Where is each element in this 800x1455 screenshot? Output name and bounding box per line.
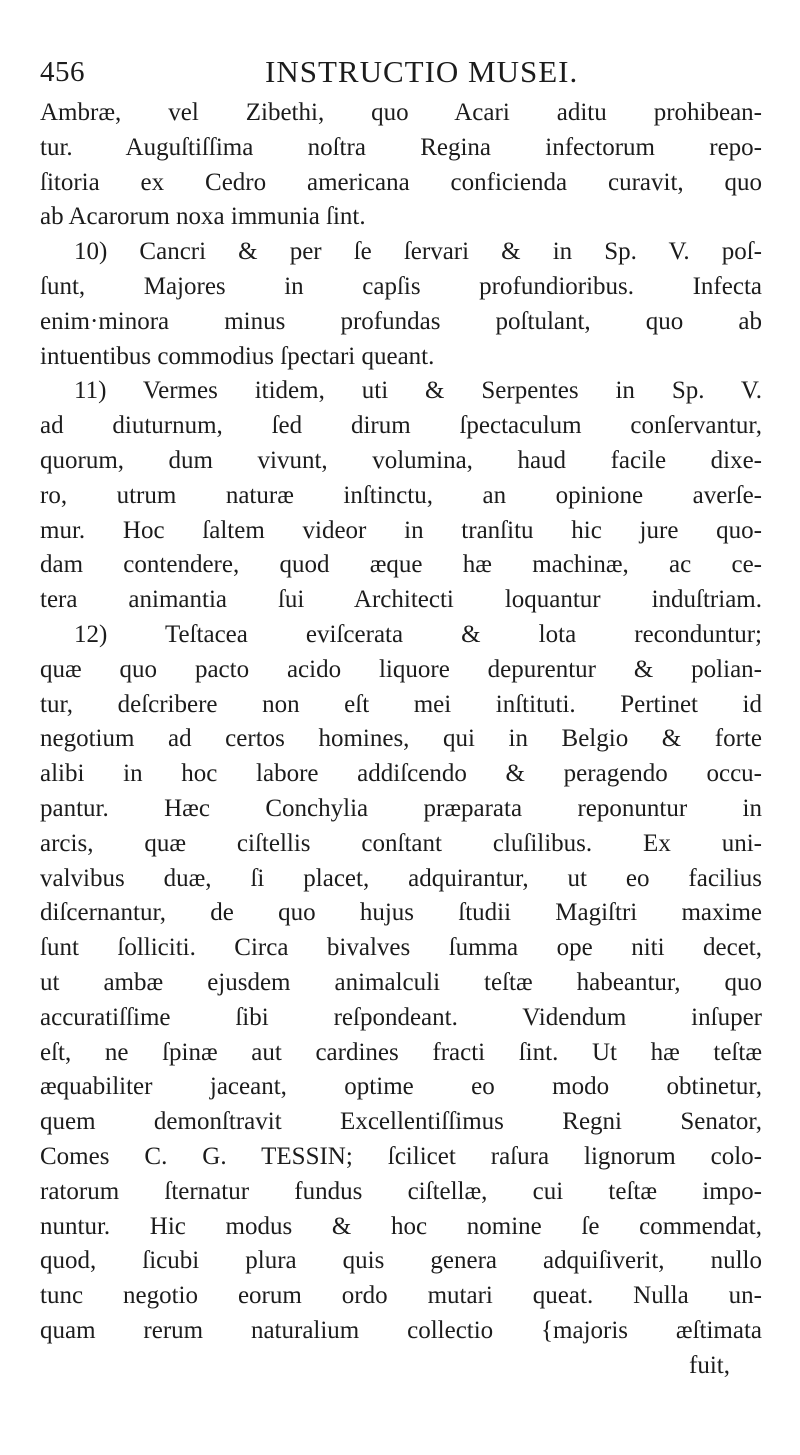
text-line: ab Acarorum noxa immunia ſint.: [40, 203, 366, 231]
text-line: quam rerum naturalium collectio {majoris æſtimata: [40, 1316, 762, 1344]
text-line: nuntur. Hic modus & hoc nomine ſe commendat,: [40, 1212, 762, 1240]
text-line: valvibus duæ, ſi placet, adquirantur, ut eo facilius: [40, 864, 762, 892]
text-line: tunc negotio eorum ordo mutari queat. Nulla un-: [40, 1282, 762, 1310]
text-line: enim·minora minus profundas poſtulant, quo ab: [40, 307, 762, 335]
text-line: alibi in hoc labore addiſcendo & peragendo occu-: [40, 760, 762, 788]
paragraph-start-line: 11) Vermes itidem, uti & Serpentes in Sp. V.: [74, 377, 762, 405]
text-line: tur, deſcribere non eſt mei inſtituti. Pertinet id: [40, 690, 762, 718]
text-line: ad diuturnum, ſed dirum ſpectaculum conſervantur,: [40, 412, 762, 440]
text-line: ro, utrum naturæ inſtinctu, an opinione averſe-: [40, 481, 762, 509]
text-line: tur. Auguſtiſſima noſtra Regina infectorum repo-: [40, 133, 762, 161]
text-line: ſunt, Majores in capſis profundioribus. Infecta: [40, 272, 762, 300]
page-number: 456: [40, 56, 85, 88]
text-line: accuratiſſime ſibi reſpondeant. Videndum inſuper: [40, 1003, 762, 1031]
text-line: quod, ſicubi plura quis genera adquiſiverit, nullo: [40, 1247, 762, 1275]
text-line: mur. Hoc ſaltem videor in tranſitu hic jure quo-: [40, 516, 762, 544]
text-line: æquabiliter jaceant, optime eo modo obtinetur,: [40, 1073, 762, 1101]
paragraph-start-line: 10) Cancri & per ſe ſervari & in Sp. V. poſ-: [74, 238, 762, 266]
running-title: INSTRUCTIO MUSEI.: [265, 54, 579, 89]
text-line: quorum, dum vivunt, volumina, haud facile dixe-: [40, 446, 762, 474]
text-line: ſitoria ex Cedro americana conficienda curavit, quo: [40, 168, 762, 196]
text-line: intuentibus commodius ſpectari queant.: [40, 342, 435, 370]
text-line: Ambræ, vel Zibethi, quo Acari aditu prohibean-: [40, 99, 762, 126]
text-line: quæ quo pacto acido liquore depurentur & polian-: [40, 655, 762, 683]
text-line: eſt, ne ſpinæ aut cardines fracti ſint. Ut hæ teſtæ: [40, 1038, 762, 1066]
text-line: negotium ad certos homines, qui in Belgio & forte: [40, 725, 762, 753]
text-line: arcis, quæ ciſtellis conſtant cluſilibus. Ex uni-: [40, 829, 762, 857]
text-line: pantur. Hæc Conchylia præparata reponuntur in: [40, 794, 762, 822]
text-line: tera animantia ſui Architecti loquantur induſtriam.: [40, 586, 762, 614]
text-line: diſcernantur, de quo hujus ſtudii Magiſtri maxime: [40, 899, 762, 927]
body-text: [40, 96, 762, 1383]
catchword: fuit,: [689, 1351, 730, 1379]
text-line: ut ambæ ejusdem animalculi teſtæ habeantur, quo: [40, 968, 762, 996]
text-line: Comes C. G. TESSIN; ſcilicet raſura lignorum colo-: [40, 1142, 762, 1170]
text-line: ſunt ſolliciti. Circa bivalves ſumma ope niti decet,: [40, 934, 762, 962]
paragraph-start-line: 12) Teſtacea eviſcerata & lota reconduntur;: [74, 620, 762, 648]
page-header: [0, 54, 800, 94]
text-line: quem demonſtravit Excellentiſſimus Regni Senator,: [40, 1108, 762, 1136]
text-line: ratorum ſternatur fundus ciſtellæ, cui teſtæ impo-: [40, 1177, 762, 1205]
text-line: dam contendere, quod æque hæ machinæ, ac ce-: [40, 551, 762, 579]
